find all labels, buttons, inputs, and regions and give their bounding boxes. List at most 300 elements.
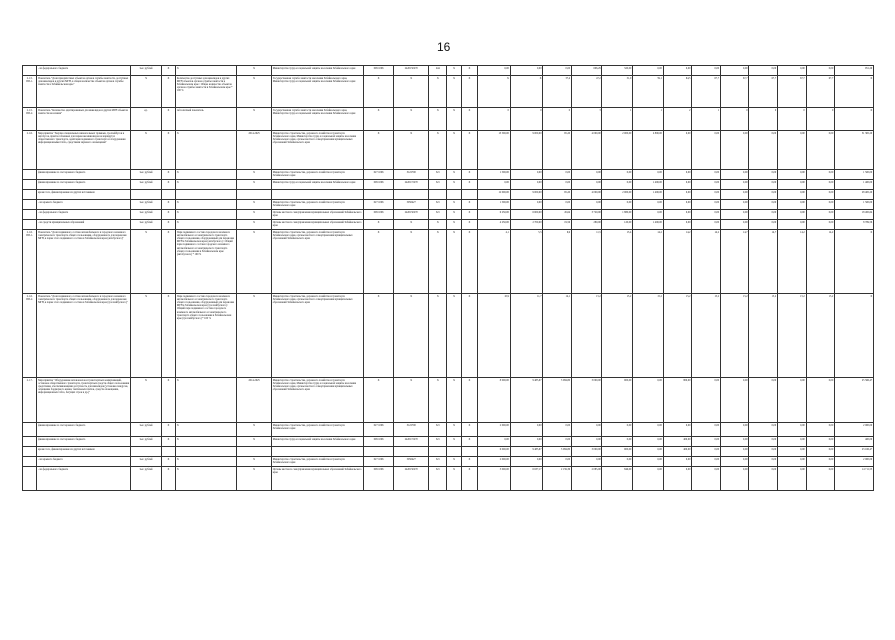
table-cell: 0,00 xyxy=(663,423,692,437)
table-cell: X xyxy=(461,180,477,190)
table-cell: X xyxy=(161,423,175,437)
table-cell: X xyxy=(394,294,429,378)
table-cell: 3 xyxy=(571,108,602,131)
table-row xyxy=(23,108,874,131)
table-cell: 1 500,00 xyxy=(478,200,511,210)
table-cell: Министерство строительства, дорожного хозяйства и транспорта Забайкальского края xyxy=(271,200,363,210)
table-cell: 0,00 xyxy=(720,220,749,230)
table-cell: X xyxy=(461,294,477,378)
table-cell: 1 500,00 xyxy=(835,200,874,210)
table-cell: X xyxy=(394,108,429,131)
table-cell: 0,00 xyxy=(806,220,835,230)
table-cell: X xyxy=(176,131,237,170)
table-cell: 009 1006 xyxy=(363,66,394,76)
table-cell: 0,00 xyxy=(806,131,835,170)
table-cell xyxy=(161,190,175,200)
table-cell: 6,9 xyxy=(543,230,572,294)
table-cell: X xyxy=(176,170,237,180)
table-cell xyxy=(23,447,37,457)
table-cell: X xyxy=(835,108,874,131)
table-cell: X xyxy=(447,378,461,423)
table-cell: X xyxy=(176,457,237,467)
table-cell: 0,00 xyxy=(777,378,806,423)
table-cell: 2 000,00 xyxy=(835,457,874,467)
table-cell: 14,2 xyxy=(777,230,806,294)
table-cell: X xyxy=(176,180,237,190)
table-cell: 1 400,00 xyxy=(835,180,874,190)
table-cell: 2420150270 xyxy=(394,467,429,491)
table-cell xyxy=(131,190,162,200)
table-cell: 0,00 xyxy=(663,180,692,190)
table-cell: 0,00 xyxy=(806,180,835,190)
table-cell: 0,00 xyxy=(633,457,664,467)
table-cell: 67,7 xyxy=(777,76,806,108)
table-cell: 25 566,47 xyxy=(835,378,874,423)
table-cell: 0,00 xyxy=(692,210,721,220)
table-cell: 14,2 xyxy=(633,230,664,294)
table-cell xyxy=(271,190,363,200)
table-cell: тыс. рублей xyxy=(131,210,162,220)
table-cell: X xyxy=(447,230,461,294)
table-cell: 0,00 xyxy=(749,190,778,200)
table-cell xyxy=(23,200,37,210)
table-cell: 0,00 xyxy=(720,457,749,467)
table-cell: 0,00 xyxy=(777,467,806,491)
table-cell: Мероприятие "Оборудование автовокзалов и транспортных коммуникаций, остановок общественного транспорта, транспортных средств общего пользования средствами, обеспечивающими доступность для инвалидов (установка пандусов, оснащение бордюрного камня, тактильных плиток, средств оповещения, информационных табло, бегущих строк и др.)" xyxy=(37,378,131,423)
table-cell: X xyxy=(447,210,461,220)
table-cell: X xyxy=(478,76,511,108)
table-cell: 15,2 xyxy=(571,294,602,378)
table-cell: 0 xyxy=(806,108,835,131)
table-cell: 0,00 xyxy=(749,378,778,423)
table-cell: 0,00 xyxy=(602,437,633,447)
table-cell xyxy=(23,66,37,76)
table-row xyxy=(23,378,874,423)
table-row xyxy=(23,447,874,457)
table-cell: X xyxy=(176,378,237,423)
table-cell: 2014-2025 xyxy=(237,131,272,170)
table-cell: 2420150270 xyxy=(394,66,429,76)
table-cell: X xyxy=(131,131,162,170)
table-cell: 1 400,00 xyxy=(633,190,664,200)
table-cell: - из краевого бюджета xyxy=(37,457,131,467)
table-cell: X xyxy=(176,423,237,437)
table-cell: X xyxy=(447,131,461,170)
table-cell: X xyxy=(161,230,175,294)
table-cell: 027 1006 xyxy=(363,457,394,467)
table-cell: 0,00 xyxy=(777,190,806,200)
table-cell: X xyxy=(394,76,429,108)
table-cell: 0,00 xyxy=(633,66,664,76)
table-cell: 0,00 xyxy=(720,131,749,170)
table-cell: 0 xyxy=(510,108,543,131)
table-cell: X xyxy=(394,131,429,170)
table-cell: 0,00 xyxy=(806,200,835,210)
table-cell: 0,00 xyxy=(478,66,511,76)
table-cell: Министерство строительства, дорожного хозяйства и транспорта Забайкальского края xyxy=(271,170,363,180)
table-cell: X xyxy=(461,200,477,210)
table-cell: 0,00 xyxy=(692,378,721,423)
table-cell: 0,00 xyxy=(720,170,749,180)
table-cell: 0,00 xyxy=(663,131,692,170)
table-cell: 15,2 xyxy=(633,294,664,378)
table-cell: X xyxy=(161,437,175,447)
table-cell: 2420150270 xyxy=(394,210,429,220)
table-cell xyxy=(23,457,37,467)
table-cell: 2 085,00 xyxy=(571,467,602,491)
table-cell: 3 720,00 xyxy=(571,210,602,220)
table-cell: Количество доступных для инвалидов и других МГН объектов органов службы занятости в Забайкальском крае / Общее количество объектов органов службы занятости в Забайкальском крае * 100 % xyxy=(176,76,237,108)
table-row xyxy=(23,76,874,108)
table-cell: 0,00 xyxy=(602,423,633,437)
table-cell: 0,00 xyxy=(633,378,664,423)
table-cell: 2.1.7. xyxy=(23,378,37,423)
table-cell: 14 711,53 xyxy=(835,467,874,491)
table-cell: Министерство строительства, дорожного хозяйства и транспорта Забайкальского края, Министерство труда и социальной защиты населения Забайкальского края, органы местного самоуправления муниципальных образований Забайкальского края xyxy=(271,378,363,423)
table-cell: - из федерального бюджета xyxy=(37,66,131,76)
table-cell: 0,00 xyxy=(749,423,778,437)
table-cell: 8 000,00 xyxy=(478,378,511,423)
table-cell: 0,00 xyxy=(543,437,572,447)
table-cell: 0,00 xyxy=(571,200,602,210)
table-cell: 0,00 xyxy=(543,457,572,467)
table-cell: 0,00 xyxy=(749,447,778,457)
table-cell: 2.1.5. ПП-1. xyxy=(23,76,37,108)
table-cell: X xyxy=(161,66,175,76)
table-cell: X xyxy=(429,230,447,294)
table-cell: 0,00 xyxy=(543,170,572,180)
table-cell: 67,7 xyxy=(749,76,778,108)
table-cell: X xyxy=(429,378,447,423)
table-cell: 0,00 xyxy=(571,170,602,180)
table-cell: тыс. рублей xyxy=(131,180,162,190)
table-cell xyxy=(23,423,37,437)
table-cell: 65,20 xyxy=(543,131,572,170)
table-row xyxy=(23,170,874,180)
table-cell: 2014-2025 xyxy=(237,378,272,423)
table-cell: 0,00 xyxy=(777,447,806,457)
table-cell: 0,00 xyxy=(692,220,721,230)
table-cell: X xyxy=(447,76,461,108)
table-cell: 0,00 xyxy=(720,200,749,210)
table-cell: кроме того, финансирование из других источников: xyxy=(37,447,131,457)
table-cell: тыс. рублей xyxy=(131,457,162,467)
table-cell: 0,00 xyxy=(633,200,664,210)
table-cell: X xyxy=(161,200,175,210)
table-cell xyxy=(176,447,237,457)
table-cell xyxy=(394,190,429,200)
table-cell: 14,1 xyxy=(543,294,572,378)
table-cell: Государственная служба занятости населения Забайкальского края, Министерство труда и социальной защиты населения Забайкальского края xyxy=(271,108,363,131)
table-cell: 15,2 xyxy=(663,294,692,378)
table-cell xyxy=(363,190,394,200)
table-cell: X xyxy=(237,423,272,437)
table-cell xyxy=(23,467,37,491)
table-cell: тыс. рублей xyxy=(131,200,162,210)
table-cell: 0,00 xyxy=(543,66,572,76)
table-cell: X xyxy=(363,378,394,423)
table-cell xyxy=(461,190,477,200)
table-cell: 0,00 xyxy=(510,170,543,180)
table-cell: - из федерального бюджета xyxy=(37,467,131,491)
table-cell: X xyxy=(447,108,461,131)
table-cell: 11,7 xyxy=(510,294,543,378)
table-cell: X xyxy=(461,423,477,437)
table-cell xyxy=(429,190,447,200)
table-cell xyxy=(23,190,37,200)
table-cell: 027 1006 xyxy=(363,200,394,210)
table-cell: 1 500,00 xyxy=(478,170,511,180)
table-cell: X xyxy=(237,437,272,447)
table-cell: 0,00 xyxy=(543,423,572,437)
table-cell: 9 485,67 xyxy=(510,378,543,423)
table-cell: 0,00 xyxy=(692,66,721,76)
table-cell: 0,00 xyxy=(720,180,749,190)
table-cell xyxy=(23,220,37,230)
table-cell: Показатель "Доля подвижного состава автомобильного и городского наземного электрического транспорта общего пользования, оборудованного для перевозки МГН, в парке этого подвижного состава в Забайкальском крае (автобусного)" xyxy=(37,230,131,294)
table-cell: 280,00 xyxy=(571,220,602,230)
table-cell: 0,00 xyxy=(720,190,749,200)
table-cell: 4 000,00 xyxy=(571,190,602,200)
table-cell: 15,2 xyxy=(777,294,806,378)
table-cell: 0,00 xyxy=(571,423,602,437)
table-cell: X xyxy=(394,220,429,230)
table-cell: X xyxy=(835,230,874,294)
table-cell: X xyxy=(447,180,461,190)
table-cell: Министерство строительства, дорожного хозяйства и транспорта Забайкальского края, органы местного самоуправления муниципальных образований Забайкальского края xyxy=(271,294,363,378)
table-cell: 2 000,00 xyxy=(478,423,511,437)
table-cell: Органы местного самоуправления муниципальных образований Забайкальского края xyxy=(271,220,363,230)
table-cell: X xyxy=(363,230,394,294)
table-cell: финансирование за счет краевого бюджета xyxy=(37,423,131,437)
table-cell xyxy=(23,170,37,180)
table-cell: тыс. рублей xyxy=(131,437,162,447)
table-cell: X xyxy=(237,294,272,378)
table-cell: 400,00 xyxy=(663,437,692,447)
table-cell: X xyxy=(461,457,477,467)
table-cell: X xyxy=(237,76,272,108)
table-cell: X xyxy=(429,108,447,131)
table-cell: 0,00 xyxy=(692,131,721,170)
table-cell: 8 769,56 xyxy=(835,220,874,230)
table-cell: 13,4 xyxy=(602,230,633,294)
table-cell: 1 xyxy=(633,108,664,131)
table-cell: X xyxy=(363,108,394,131)
table-cell: 521 xyxy=(429,210,447,220)
table-cell: Показатель "Количество адаптированных для инвалидов и других МГН объектов занятости населения" xyxy=(37,108,131,131)
table-cell: 2.1.6. ПП-1. xyxy=(23,230,37,294)
table-cell: 10,9 xyxy=(478,294,511,378)
table-cell: 0,00 xyxy=(510,66,543,76)
table-cell: 951,29 xyxy=(835,66,874,76)
table-cell: 5,5 xyxy=(510,230,543,294)
table-cell: 0,00 xyxy=(510,200,543,210)
table-cell: 0,00 xyxy=(749,437,778,447)
table-cell: 4 000,00 xyxy=(571,131,602,170)
table-cell xyxy=(447,447,461,457)
table-cell: X xyxy=(161,210,175,220)
table-cell: 6 637,17 xyxy=(510,467,543,491)
table-cell: 120,00 xyxy=(602,220,633,230)
table-cell: 3 084,80 xyxy=(543,447,572,457)
table-cell: 2420172270 xyxy=(394,180,429,190)
table-cell: X xyxy=(237,220,272,230)
table-cell: 14,2 xyxy=(692,230,721,294)
table-cell: 0,00 xyxy=(543,200,572,210)
table-cell: 15,2 xyxy=(806,294,835,378)
table-cell: 0,00 xyxy=(720,210,749,220)
table-cell: Парк подвижного состава городского наземного автомобильного и электрического транспорта общего пользования, оборудованный для перевозки МГН в Забайкальском крае (троллейбусного) / Общий парк подвижного состава городского наземного автомобильного и электрического транспорта общего пользования в Забайкальском крае (троллейбусного) * 100 % xyxy=(176,294,237,378)
table-cell: % xyxy=(131,294,162,378)
table-cell: 3 000,00 xyxy=(571,378,602,423)
table-cell xyxy=(237,190,272,200)
table-row xyxy=(23,200,874,210)
table-cell xyxy=(161,447,175,457)
table-cell: 2 xyxy=(663,108,692,131)
table-cell: 0,00 xyxy=(510,180,543,190)
table-cell: 0,00 xyxy=(663,66,692,76)
table-cell: 244 xyxy=(429,66,447,76)
table-cell: 0,00 xyxy=(633,423,664,437)
table-cell: Органы местного самоуправления муниципальных образований Забайкальского края xyxy=(271,467,363,491)
table-cell: 521 xyxy=(429,457,447,467)
table-cell: 0,00 xyxy=(720,437,749,447)
table-cell: X xyxy=(363,294,394,378)
table-cell: X xyxy=(461,220,477,230)
table-cell: 45,64 xyxy=(543,210,572,220)
table-cell: 0,00 xyxy=(806,378,835,423)
table-cell: X xyxy=(394,378,429,423)
table-cell: X xyxy=(429,294,447,378)
table-cell: - из краевого бюджета xyxy=(37,200,131,210)
table-cell: 14,2 xyxy=(663,230,692,294)
table-cell: 320,00 xyxy=(602,66,633,76)
table-cell: 0,00 xyxy=(571,457,602,467)
table-cell: X xyxy=(447,220,461,230)
table-cell: 2 000,00 xyxy=(478,457,511,467)
table-cell: X xyxy=(161,180,175,190)
table-cell: 0 xyxy=(720,108,749,131)
table-cell: 0,00 xyxy=(602,180,633,190)
table-cell: X xyxy=(161,131,175,170)
table-cell: 0,00 xyxy=(602,170,633,180)
table-cell: 5050427 xyxy=(394,200,429,210)
table-cell xyxy=(447,190,461,200)
table-cell: 65,20 xyxy=(543,190,572,200)
table-cell: 19,56 xyxy=(543,220,572,230)
table-cell: 0,00 xyxy=(777,131,806,170)
table-cell: X xyxy=(447,467,461,491)
table-cell: 0,00 xyxy=(663,457,692,467)
table-cell: X xyxy=(161,220,175,230)
table-cell: 14,7 xyxy=(749,230,778,294)
table-cell xyxy=(237,447,272,457)
table-cell: 027 1006 xyxy=(363,423,394,437)
table-cell: 67,7 xyxy=(692,76,721,108)
table-cell: 1 500,00 xyxy=(835,170,874,180)
table-row xyxy=(23,131,874,170)
table-row xyxy=(23,467,874,491)
table-cell: X xyxy=(461,108,477,131)
table-cell: 0,00 xyxy=(777,423,806,437)
table-cell: 521 xyxy=(429,180,447,190)
table-row xyxy=(23,210,874,220)
table-cell: 0,00 xyxy=(749,467,778,491)
table-cell: 0,00 xyxy=(749,131,778,170)
table-cell: X xyxy=(176,220,237,230)
table-cell: 009 1006 xyxy=(363,210,394,220)
table-cell: 521 xyxy=(429,200,447,210)
table-cell: 0,00 xyxy=(692,447,721,457)
table-cell: X xyxy=(131,378,162,423)
table-cell xyxy=(23,180,37,190)
table-cell: Абсолютный показатель xyxy=(176,108,237,131)
table-cell: X xyxy=(447,423,461,437)
table-cell: 2 800,00 xyxy=(633,131,664,170)
table-cell: 2 000,00 xyxy=(835,423,874,437)
table-cell: 0,00 xyxy=(749,210,778,220)
table-cell: 0,00 xyxy=(806,210,835,220)
table-cell: 3 000,00 xyxy=(571,447,602,457)
table-cell: 900,00 xyxy=(602,447,633,457)
table-cell: Министерство строительства, дорожного хозяйства и транспорта Забайкальского края, Министерство труда и социальной защиты населения Забайкальского края, органы местного самоуправления муниципальных образований Забайкальского края xyxy=(271,131,363,170)
table-cell: 0,00 xyxy=(749,180,778,190)
table-cell: X xyxy=(461,66,477,76)
table-cell: 0,00 xyxy=(806,423,835,437)
table-cell: Министерство строительства, дорожного хозяйства и транспорта Забайкальского края, органы местного самоуправления муниципальных образований Забайкальского края xyxy=(271,230,363,294)
table-cell: 0 xyxy=(543,108,572,131)
table-cell: финансирование за счет краевого бюджета xyxy=(37,180,131,190)
table-cell: 0,00 xyxy=(510,437,543,447)
table-cell: 521 xyxy=(429,467,447,491)
table-row xyxy=(23,220,874,230)
table-cell: Министерство труда и социальной защиты населения Забайкальского края xyxy=(271,437,363,447)
table-cell: 0,00 xyxy=(602,457,633,467)
table-cell: 009 1006 xyxy=(363,467,394,491)
table-cell: финансирование за счет краевого бюджета xyxy=(37,437,131,447)
table-cell: 0,00 xyxy=(692,467,721,491)
table-cell: X xyxy=(447,66,461,76)
table-cell: X xyxy=(447,170,461,180)
table-cell: X xyxy=(835,294,874,378)
table-cell: 15,2 xyxy=(692,294,721,378)
table-cell: 400,00 xyxy=(835,437,874,447)
table-cell: 31 365,20 xyxy=(835,131,874,170)
table-cell: 0,00 xyxy=(692,457,721,467)
table-cell: 23 166,47 xyxy=(835,447,874,457)
table-cell: 6 000,00 xyxy=(478,447,511,457)
table-cell: X xyxy=(237,108,272,131)
table-cell: 521 xyxy=(429,170,447,180)
table-cell: 2 000,00 xyxy=(602,131,633,170)
table-cell xyxy=(23,210,37,220)
table-cell: X xyxy=(161,76,175,108)
table-cell: X xyxy=(429,220,447,230)
table-cell: X xyxy=(461,437,477,447)
table-cell: 0,00 xyxy=(806,467,835,491)
table-cell: 0,00 xyxy=(543,180,572,190)
table-cell: 18 495,64 xyxy=(835,210,874,220)
table-cell: 0,00 xyxy=(777,210,806,220)
table-cell: X xyxy=(176,210,237,220)
table-cell: 67,7 xyxy=(720,76,749,108)
table-cell: 2420172270 xyxy=(394,437,429,447)
table-cell: X xyxy=(161,108,175,131)
table-cell: Министерство строительства, дорожного хозяйства и транспорта Забайкальского края xyxy=(271,423,363,437)
table-cell: Министерство труда и социальной защиты населения Забайкальского края xyxy=(271,180,363,190)
table-cell: 0,00 xyxy=(633,447,664,457)
table-cell: X xyxy=(161,378,175,423)
